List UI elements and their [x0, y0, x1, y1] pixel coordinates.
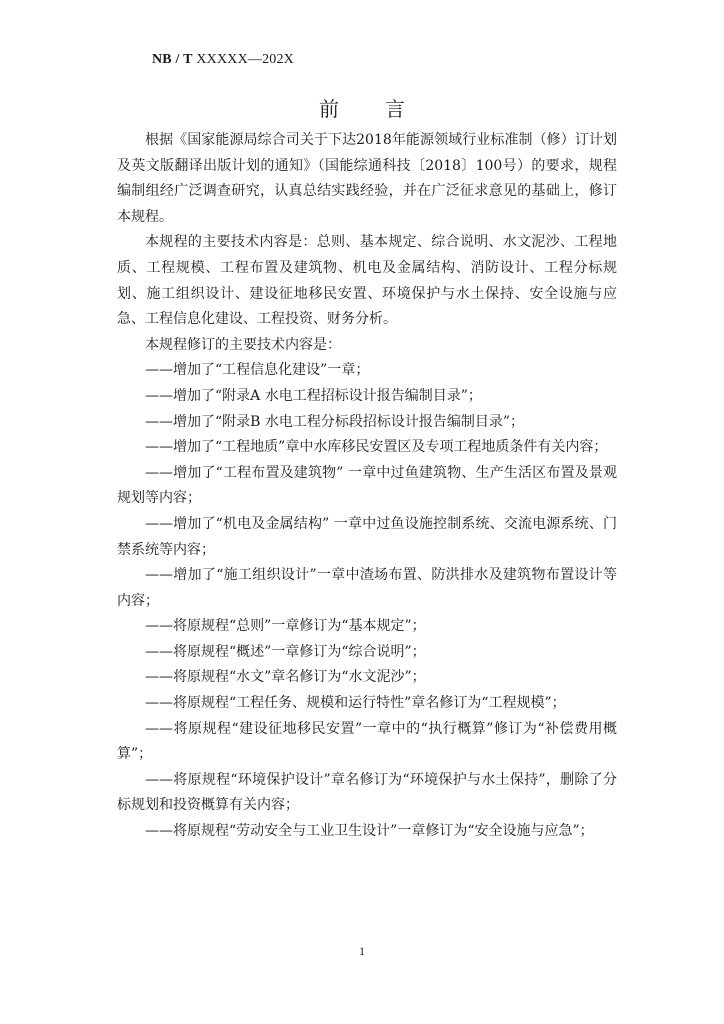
- standard-code-prefix: NB / T: [152, 52, 193, 67]
- revision-item: ——增加了“工程信息化建设”一章；: [145, 362, 370, 379]
- revision-item: ——增加了“附录A 水电工程招标设计报告编制目录”；: [145, 387, 482, 404]
- paragraph-main-content: 本规程的主要技术内容是：总则、基本规定、综合说明、水文泥沙、工程地质、工程规模、工程布置及建筑物、机电及金属结构、消防设计、工程分标规划、施工组织设计、建设征地移民安置、环境保护与水土保持、安全设施与应急、工程信息化建设、工程投资、财务分析。: [117, 234, 617, 328]
- revision-item: ——将原规程“建设征地移民安置”一章中的“执行概算”修订为“补偿费用概算”；: [117, 720, 617, 763]
- revision-item: ——将原规程“水文”章名修订为“水文泥沙”；: [145, 669, 426, 686]
- revision-item: ——将原规程“概述”一章修订为“综合说明”；: [145, 643, 426, 660]
- standard-code-number: XXXXX—202X: [192, 52, 294, 67]
- revision-item: ——将原规程“环境保护设计”章名修订为“环境保护与水土保持”，删除了分标规划和投资概算有关内容；: [117, 771, 617, 814]
- revision-item: ——增加了“施工组织设计”一章中渣场布置、防洪排水及建筑物布置设计等内容；: [117, 567, 617, 609]
- standard-code-header: [152, 52, 294, 68]
- revision-item: ——增加了“附录B 水电工程分标段招标设计报告编制目录”；: [145, 413, 525, 430]
- revision-item: ——增加了“工程地质”章中水库移民安置区及专项工程地质条件有关内容；: [145, 439, 608, 456]
- page-number: 1: [359, 944, 365, 958]
- section-title-preface: 前言: [319, 97, 451, 121]
- revision-item: ——将原规程“总则”一章修订为“基本规定”；: [145, 618, 426, 635]
- revision-item: ——增加了“机电及金属结构” 一章中过鱼设施控制系统、交流电源系统、门禁系统等内容；: [117, 515, 617, 558]
- revision-item: ——增加了“工程布置及建筑物” 一章中过鱼建筑物、生产生活区布置及景观规划等内容；: [117, 464, 617, 507]
- preface-body: [117, 128, 617, 845]
- paragraph-basis: 根据《国家能源局综合司关于下达2018年能源领域行业标准制（修）订计划及英文版翻译出版计划的通知》（国能综通科技〔2018〕100号）的要求，规程编制组经广泛调查研究，认真总结实践经验，并在广泛征求意见的基础上，修订本规程。: [117, 132, 617, 225]
- revision-item: ——将原规程“劳动安全与工业卫生设计”一章修订为“安全设施与应急”；: [145, 823, 594, 840]
- revision-item: ——将原规程“工程任务、规模和运行特性”章名修订为“工程规模”；: [145, 695, 566, 712]
- paragraph-revision-intro: 本规程修订的主要技术内容是：: [145, 336, 341, 353]
